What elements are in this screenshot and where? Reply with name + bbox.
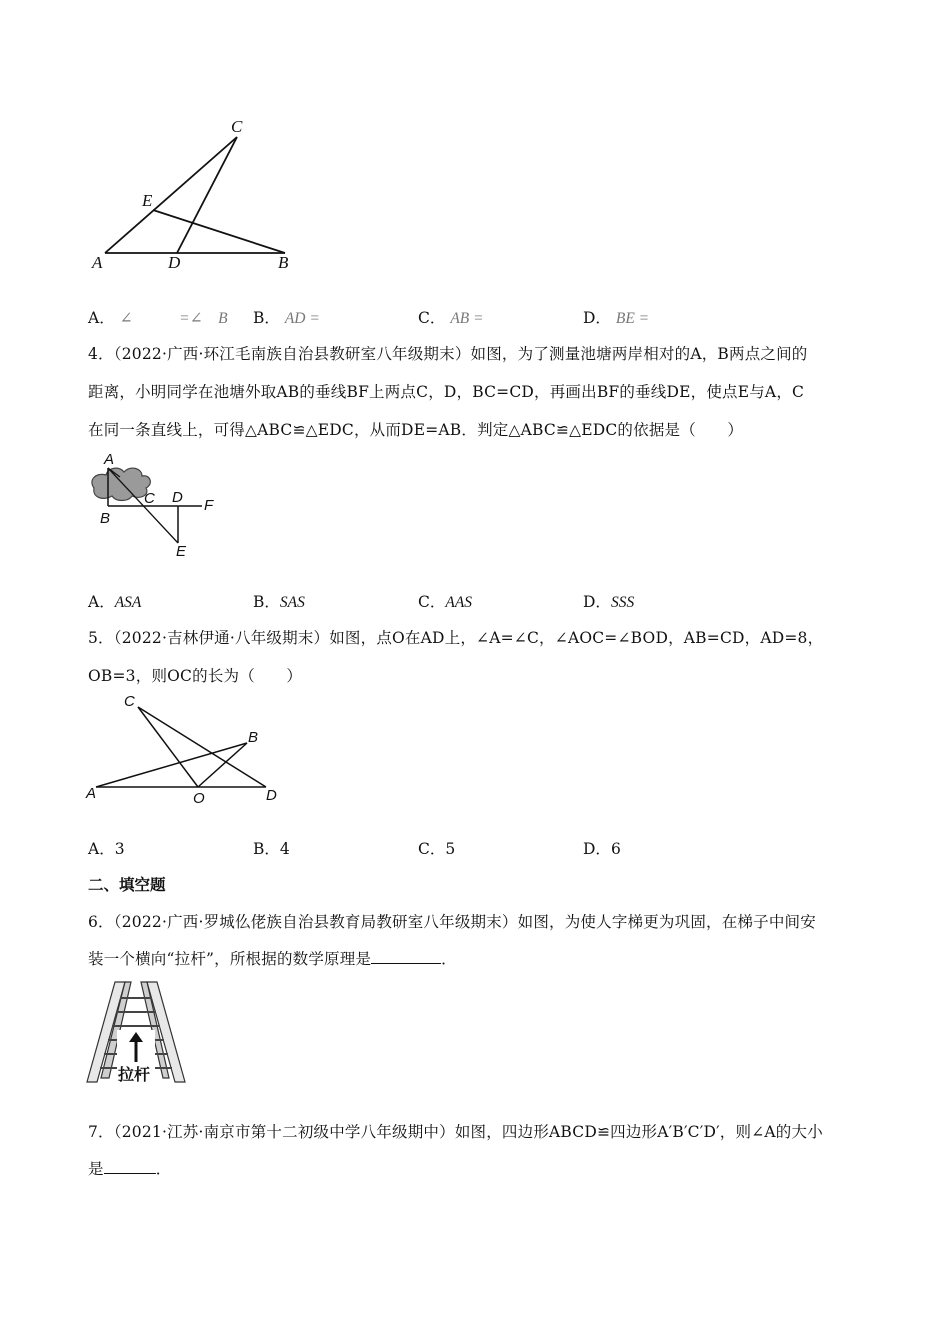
- q5-label-o: O: [193, 790, 205, 807]
- q5-label-b: B: [248, 729, 259, 746]
- q5-option-b-text: 4: [279, 840, 290, 858]
- label-e: E: [142, 191, 153, 210]
- q5-option-c-text: 5: [445, 840, 456, 858]
- q5-option-a: [88, 837, 125, 859]
- q3-option-c: [418, 306, 484, 328]
- q4-option-d-label: D．: [583, 593, 611, 611]
- q4-option-b: [253, 590, 305, 612]
- pond-label-d: D: [172, 489, 183, 506]
- pond-cloud-icon: [92, 468, 150, 500]
- pond-label-f: F: [204, 497, 214, 514]
- q4-option-a-label: A．: [88, 593, 115, 611]
- q5-line-1: 5．（2022·吉林伊通·八年级期末）如图，点O在AD上，∠A=∠C，∠AOC=∠BOD，AB=CD，AD=8，: [88, 629, 824, 647]
- label-b: B: [278, 253, 289, 272]
- label-a: A: [92, 253, 103, 272]
- q7-line-2-end: ．: [155, 1160, 172, 1178]
- q5-label-c: C: [124, 693, 135, 710]
- q5-option-b: [253, 837, 290, 859]
- q4-option-d: [583, 590, 634, 612]
- q3-option-d-label: D．: [583, 309, 611, 327]
- q5-line-2: OB=3，则OC的长为（ ）: [88, 667, 303, 685]
- q4-option-a: [88, 590, 141, 612]
- section-fill-in-blank-title: 二、填空题: [88, 876, 166, 894]
- q7-line-2: [88, 1157, 171, 1179]
- pond-label-b: B: [100, 510, 111, 527]
- q3-option-a-text: ∠ =∠ B: [119, 310, 228, 327]
- q4-option-d-text: SSS: [610, 594, 635, 611]
- q4-option-c-text: AAS: [445, 594, 473, 611]
- q3-option-d: [583, 306, 649, 328]
- q4-line-1: 4．（2022·广西·环江毛南族自治县教研室八年级期末）如图，为了测量池塘两岸相对的A，B两点之间的: [88, 345, 808, 363]
- pond-figure: [84, 448, 234, 560]
- q3-option-a: [88, 306, 228, 328]
- label-d: D: [168, 253, 181, 272]
- q3-option-b-label: B．: [253, 309, 280, 327]
- q5-option-c-label: C．: [418, 840, 446, 858]
- q6-line-2-end: ．: [441, 950, 457, 968]
- q3-option-c-text: AB =: [450, 310, 484, 327]
- q5-option-c: [418, 837, 455, 859]
- q7-answer-blank[interactable]: [104, 1159, 156, 1174]
- q4-option-b-text: SAS: [279, 594, 305, 611]
- q5-label-d: D: [266, 787, 277, 804]
- q6-line-1: 6．（2022·广西·罗城仫佬族自治县教育局教研室八年级期末）如图，为使人字梯更为巩固，在梯子中间安: [88, 913, 816, 931]
- q3-option-b: [253, 306, 320, 328]
- q4-option-c: [418, 590, 472, 612]
- q5-option-a-label: A．: [88, 840, 115, 858]
- q3-option-a-label: A．: [88, 309, 115, 327]
- pond-label-a: A: [104, 451, 115, 468]
- ladder-figure: [85, 978, 190, 1086]
- q4-option-a-text: ASA: [114, 594, 142, 611]
- pond-label-c: C: [144, 490, 155, 507]
- q5-option-d: [583, 837, 621, 859]
- q4-line-3: 在同一条直线上，可得△ABC≌△EDC，从而DE=AB．判定△ABC≌△EDC的依据是（ ）: [88, 421, 744, 439]
- q4-option-b-label: B．: [253, 593, 280, 611]
- q4-option-c-label: C．: [418, 593, 446, 611]
- q5-option-d-label: D．: [583, 840, 611, 858]
- q6-answer-blank[interactable]: [371, 949, 441, 964]
- triangle-figure-1: [80, 110, 320, 280]
- q3-option-b-text: AD =: [284, 310, 320, 327]
- pond-label-e: E: [176, 543, 187, 560]
- q4-line-2: 距离，小明同学在池塘外取AB的垂线BF上两点C，D，BC=CD，再画出BF的垂线DE，使点E与A，C: [88, 383, 805, 401]
- q5-option-d-text: 6: [610, 840, 621, 858]
- q7-line-1: 7．（2021·江苏·南京市第十二初级中学八年级期中）如图，四边形ABCD≌四边形A′B′C′D′，则∠A的大小: [88, 1123, 823, 1141]
- q6-line-2: [88, 947, 457, 969]
- q5-label-a: A: [86, 785, 97, 802]
- q7-line-2-text: 是: [88, 1160, 104, 1178]
- q5-option-a-text: 3: [114, 840, 125, 858]
- label-c: C: [231, 117, 243, 136]
- q6-line-2-text: 装一个横向“拉杆”，所根据的数学原理是: [88, 950, 372, 968]
- q3-option-c-label: C．: [418, 309, 446, 327]
- ladder-caption: 拉杆: [118, 1065, 151, 1084]
- q3-option-d-text: BE =: [615, 310, 650, 327]
- triangle-figure-q5: [82, 690, 292, 812]
- q5-option-b-label: B．: [253, 840, 280, 858]
